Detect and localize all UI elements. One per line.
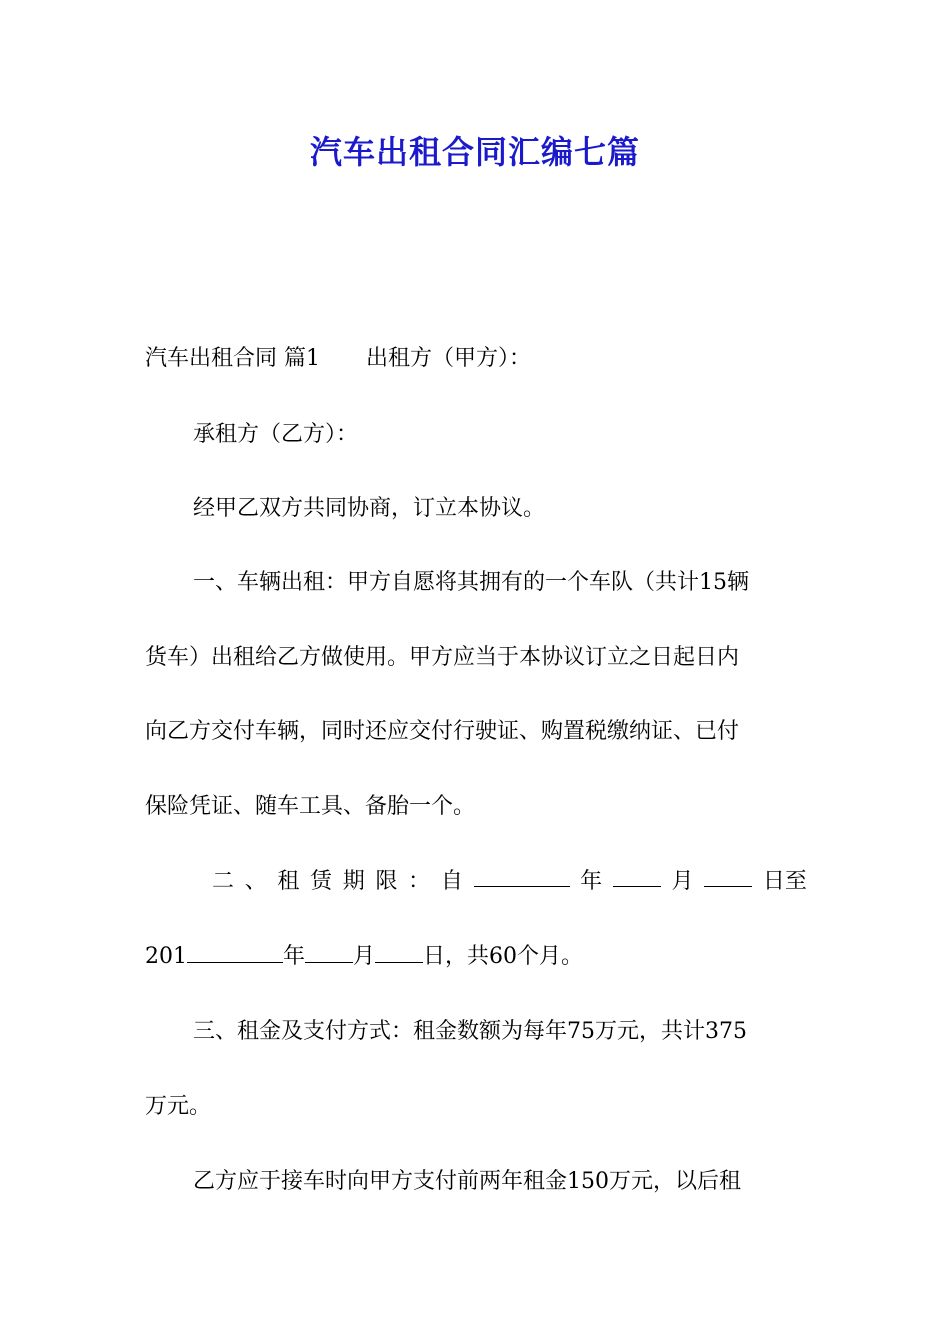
clause2-char: 限 xyxy=(375,869,398,894)
day-blank xyxy=(704,866,752,887)
clause2-line2 xyxy=(145,941,807,973)
end-month-blank xyxy=(305,942,353,963)
month-blank xyxy=(613,866,661,887)
month-label: 月 xyxy=(671,869,694,894)
clause2-char: 赁 xyxy=(310,869,333,894)
clause2-line1 xyxy=(212,866,807,898)
day-to-label: 日至 xyxy=(762,869,807,894)
clause2-char: 二 xyxy=(212,869,235,894)
term-summary: 日，共60个月。 xyxy=(423,944,584,969)
clause1-line2: 货车）出租给乙方做使用。甲方应当于本协议订立之日起日内 xyxy=(145,645,740,670)
lessor-label: 出租方（甲方）： xyxy=(366,346,532,371)
clause2-char: 期 xyxy=(342,869,365,894)
end-month-label: 月 xyxy=(353,944,376,969)
end-year-blank xyxy=(187,942,283,963)
end-year-label: 年 xyxy=(283,944,306,969)
year-label: 年 xyxy=(580,869,603,894)
clause2-char: 、 xyxy=(244,869,267,894)
year-prefix: 201 xyxy=(145,944,187,969)
agreement-paragraph: 经甲乙双方共同协商，订立本协议。 xyxy=(193,496,546,521)
clause2-char: ： xyxy=(408,869,431,894)
section-heading-line xyxy=(145,343,807,375)
clause2-char: 自 xyxy=(440,869,463,894)
clause2-char: 租 xyxy=(277,869,300,894)
end-day-blank xyxy=(375,942,423,963)
lessee-label: 承租方（乙方）： xyxy=(193,422,359,447)
clause1-line1: 一、车辆出租：甲方自愿将其拥有的一个车队（共计15辆 xyxy=(193,570,749,595)
clause3-line2: 万元。 xyxy=(145,1094,212,1119)
clause4-line1: 乙方应于接车时向甲方支付前两年租金150万元，以后租 xyxy=(193,1169,741,1194)
clause3-line1: 三、租金及支付方式：租金数额为每年75万元，共计375 xyxy=(193,1019,747,1044)
clause1-line3: 向乙方交付车辆，同时还应交付行驶证、购置税缴纳证、已付 xyxy=(145,719,740,744)
clause1-line4: 保险凭证、随车工具、备胎一个。 xyxy=(145,794,476,819)
section-label: 汽车出租合同 篇1 xyxy=(145,346,320,371)
document-title: 汽车出租合同汇编七篇 xyxy=(309,133,640,171)
year-blank xyxy=(474,866,570,887)
